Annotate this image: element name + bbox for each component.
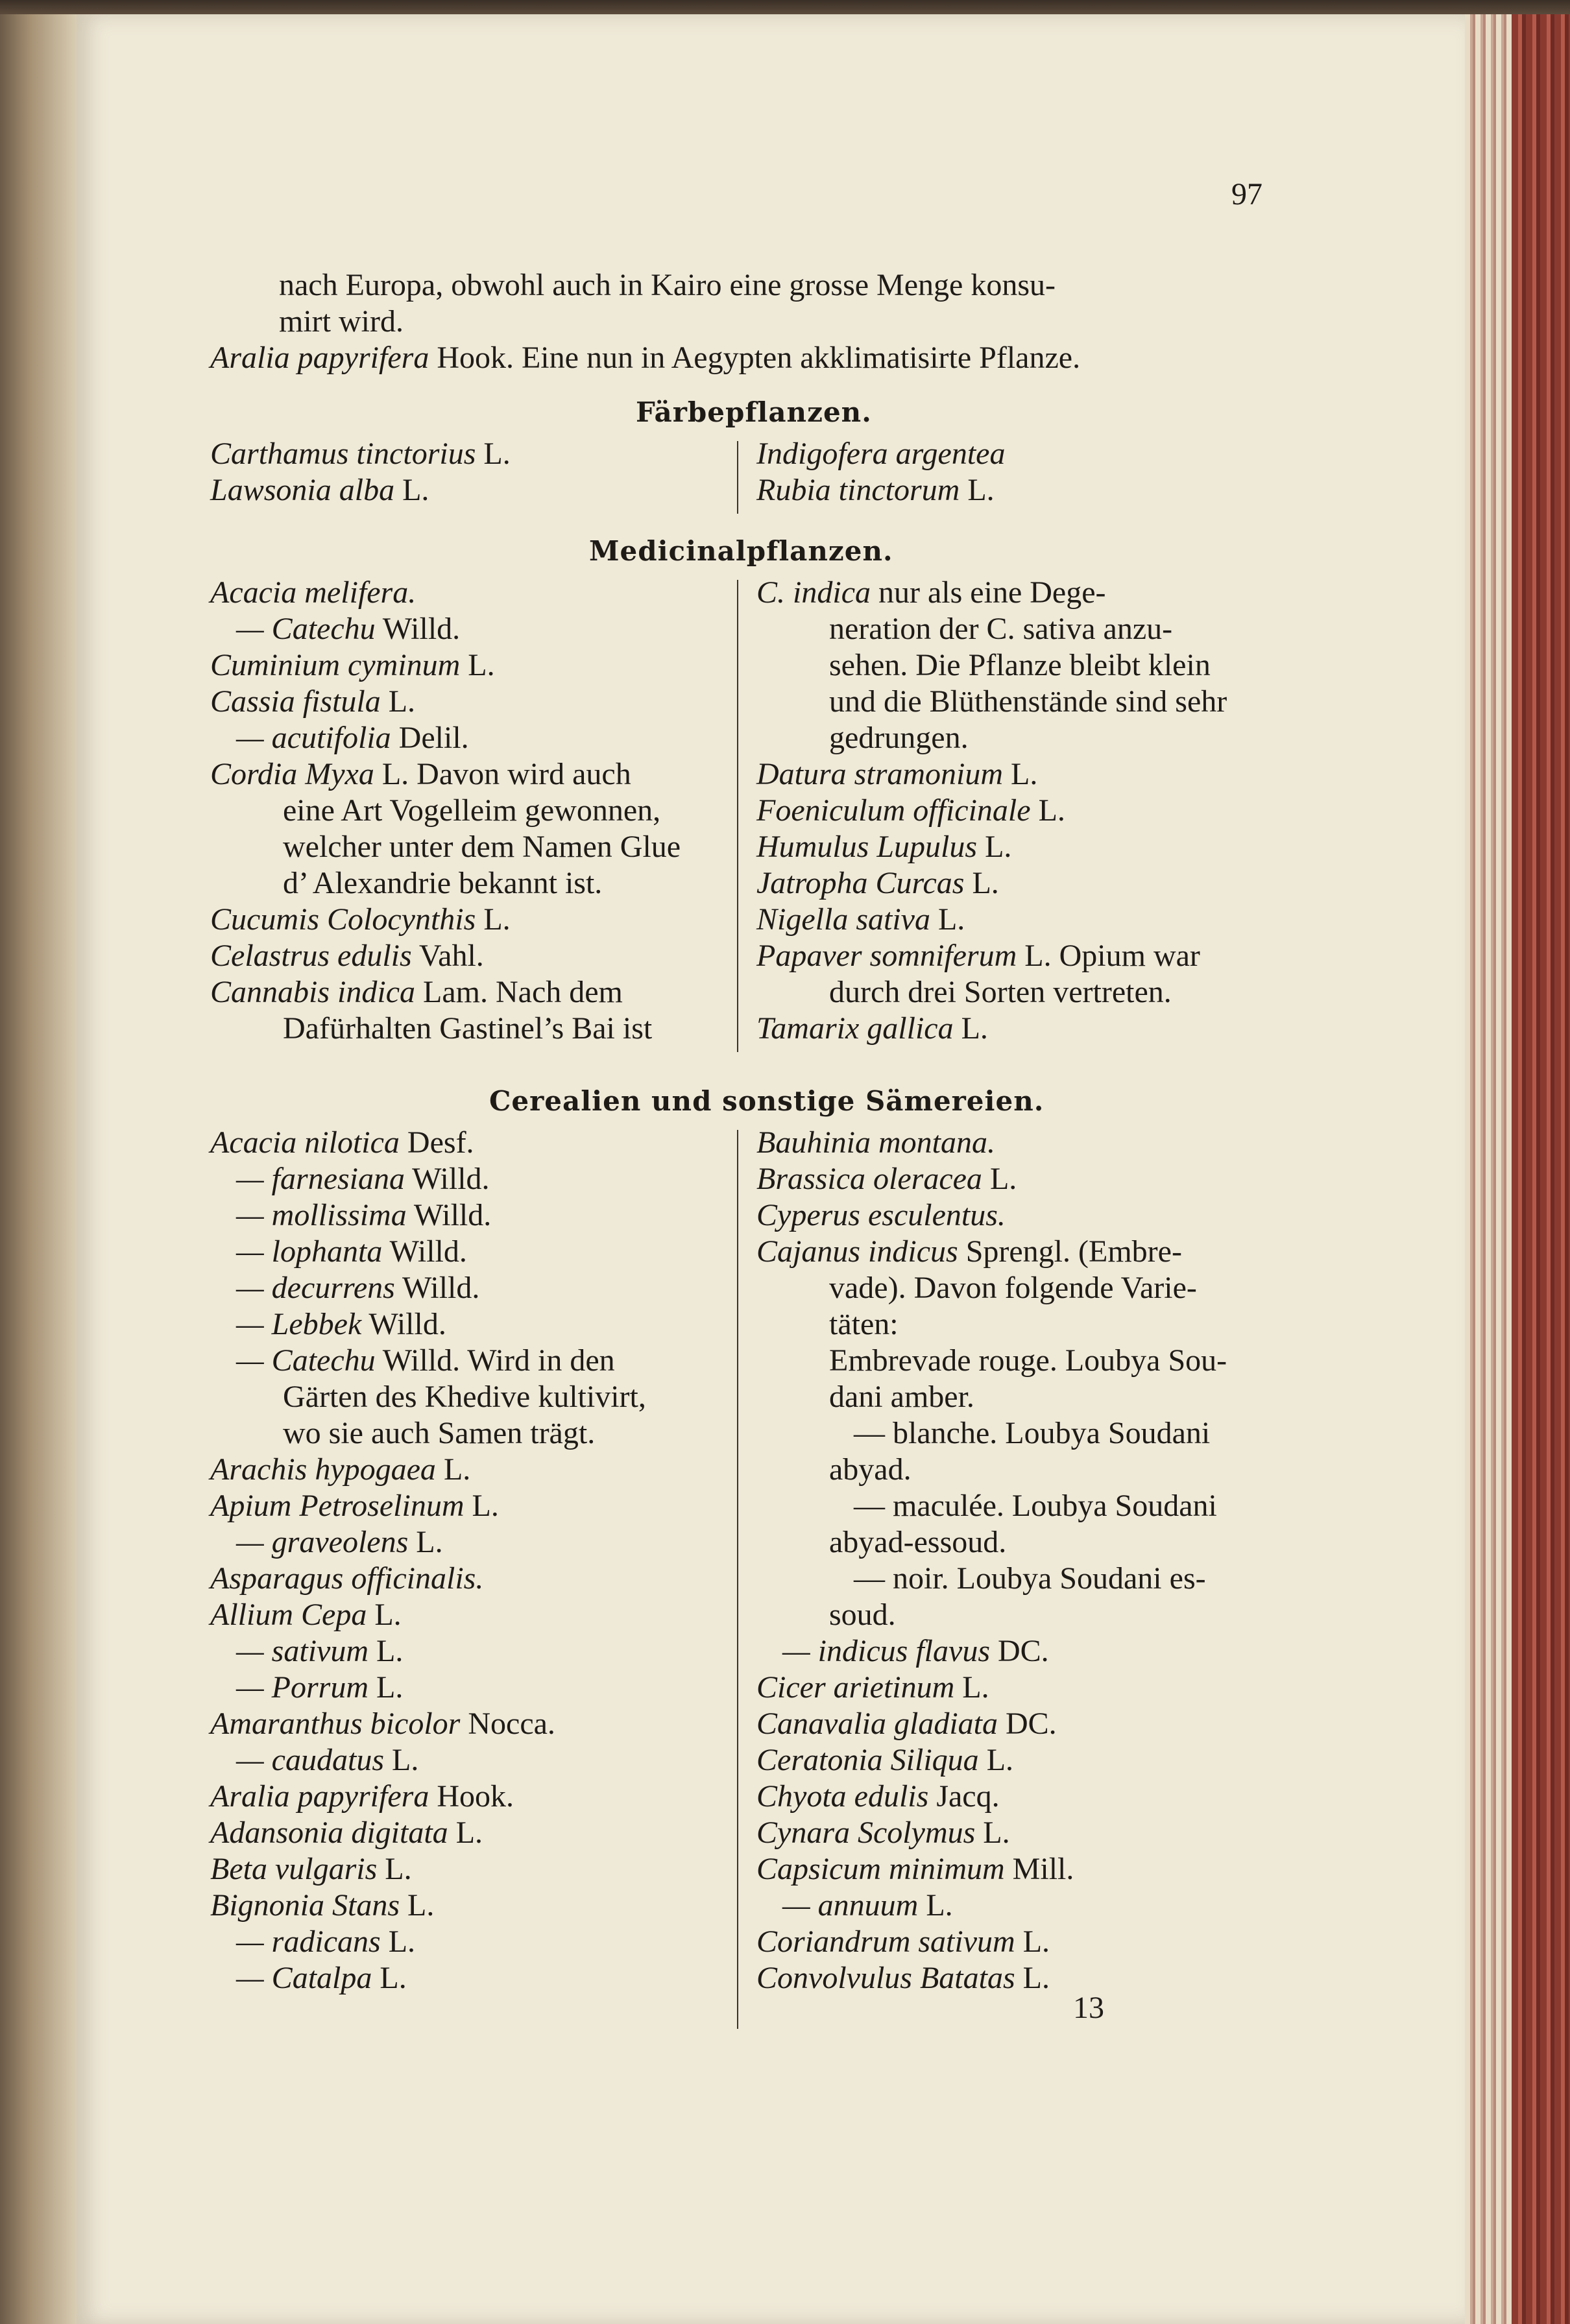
species-rest: d’ Alexandrie bekannt ist.	[283, 866, 603, 900]
column-divider	[737, 580, 738, 1052]
species-rest: L.	[372, 1961, 407, 1995]
list-entry	[756, 1161, 1017, 1197]
species-rest: Jacq.	[928, 1779, 1000, 1814]
list-entry	[854, 1561, 1206, 1597]
species-rest: L.	[476, 437, 511, 471]
species-rest: L.	[460, 648, 495, 682]
list-entry	[210, 436, 511, 472]
list-entry	[756, 938, 1200, 974]
list-entry	[210, 684, 415, 720]
page-number: 97	[1231, 177, 1262, 211]
species-name: Humulus Lupulus	[756, 830, 978, 864]
column-divider	[737, 1130, 738, 2029]
species-rest: Willd.	[394, 1271, 480, 1305]
list-entry	[782, 1633, 1049, 1670]
species-rest: Willd.	[375, 612, 461, 646]
species-name: Rubia tinctorum	[756, 473, 960, 507]
list-entry	[210, 1597, 402, 1633]
species-rest: Willd.	[382, 1234, 467, 1269]
column-divider	[737, 441, 738, 514]
species-name: Cyperus esculentus.	[756, 1198, 1006, 1232]
species-rest: Mill.	[1004, 1852, 1074, 1886]
list-entry	[756, 902, 965, 938]
species-rest: L.	[1015, 1961, 1050, 1995]
species-rest: Willd.	[405, 1162, 490, 1196]
list-entry	[756, 436, 1005, 472]
book-cover-edge	[1512, 14, 1570, 2324]
list-entry	[210, 1815, 483, 1851]
species-rest: Dafürhalten Gastinel’s Bai ist	[283, 1011, 653, 1046]
species-name: — Catechu	[236, 1343, 376, 1378]
species-name: Cucumis Colocynthis	[210, 902, 476, 937]
species-rest: wo sie auch Samen trägt.	[283, 1416, 596, 1450]
list-entry	[829, 611, 1172, 647]
list-entry	[236, 1234, 467, 1270]
list-entry	[236, 1306, 446, 1343]
list-entry	[756, 1670, 989, 1706]
list-entry	[829, 684, 1227, 720]
signature-mark: 13	[1073, 1991, 1104, 2025]
list-entry	[210, 974, 623, 1011]
list-entry	[756, 1742, 1013, 1779]
species-rest: DC.	[990, 1634, 1049, 1668]
species-name: Apium Petroselinum	[210, 1489, 465, 1523]
species-rest: durch drei Sorten vertreten.	[829, 975, 1172, 1009]
list-entry	[210, 1488, 499, 1524]
species-name: — sativum	[236, 1634, 368, 1668]
species-rest: DC.	[998, 1707, 1057, 1741]
list-entry	[210, 1125, 474, 1161]
species-name: — Lebbek	[236, 1307, 362, 1341]
species-rest: welcher unter dem Namen Glue	[283, 830, 681, 864]
species-rest: L. Opium war	[1017, 939, 1200, 973]
species-name: Convolvulus Batatas	[756, 1961, 1015, 1995]
species-name: Papaver somniferum	[756, 939, 1017, 973]
list-entry	[756, 1125, 995, 1161]
species-name: — mollissima	[236, 1198, 407, 1232]
list-entry	[210, 756, 631, 793]
species-rest: L.	[394, 473, 429, 507]
species-rest: L.	[367, 1598, 402, 1632]
list-entry	[210, 902, 511, 938]
species-rest: L.	[377, 1852, 412, 1886]
species-rest: und die Blüthenstände sind sehr	[829, 684, 1227, 719]
species-rest: Willd.	[361, 1307, 446, 1341]
list-entry	[829, 720, 969, 756]
list-entry	[756, 756, 1037, 793]
list-entry	[236, 1633, 403, 1670]
list-entry	[210, 472, 429, 509]
species-name: Cassia fistula	[210, 684, 381, 719]
section-heading-faerbe: Färbepflanzen.	[636, 396, 872, 428]
list-entry	[756, 1234, 1182, 1270]
species-name: — acutifolia	[236, 721, 391, 755]
species-rest: L.	[380, 684, 416, 719]
species-name: Bauhinia montana.	[756, 1125, 995, 1160]
species-name: Bignonia Stans	[210, 1888, 400, 1923]
list-entry	[236, 1742, 418, 1779]
list-entry	[829, 1270, 1197, 1306]
species-name: Capsicum minimum	[756, 1852, 1005, 1886]
section-heading-medicinal: Medicinalpflanzen.	[589, 535, 893, 567]
list-entry	[210, 647, 495, 684]
species-name: — radicans	[236, 1924, 381, 1959]
species-rest: L.	[977, 830, 1012, 864]
list-entry	[236, 1270, 479, 1306]
list-entry	[236, 1161, 490, 1197]
list-entry	[829, 974, 1172, 1011]
species-rest: — noir. Loubya Soudani es-	[854, 1561, 1206, 1596]
list-entry	[756, 1815, 1010, 1851]
species-rest: L.	[1030, 793, 1065, 828]
species-rest: Hook. Eine nun in Aegypten akklimatisirte Pflanze.	[429, 341, 1081, 375]
species-rest: Embrevade rouge. Loubya Sou-	[829, 1343, 1227, 1378]
species-name: Aralia papyrifera	[210, 341, 429, 375]
species-rest: L.	[953, 1011, 988, 1046]
species-rest: L.	[978, 1743, 1014, 1777]
species-rest: L.	[380, 1924, 416, 1959]
species-name: Indigofera argentea	[756, 437, 1006, 471]
species-name: Aralia papyrifera	[210, 1779, 429, 1814]
list-entry	[236, 1343, 615, 1379]
species-rest: Vahl.	[411, 939, 484, 973]
species-rest: Desf.	[399, 1125, 474, 1160]
species-name: Cajanus indicus	[756, 1234, 958, 1269]
species-rest: L.	[982, 1162, 1017, 1196]
list-entry	[210, 575, 416, 611]
list-entry	[283, 1379, 646, 1415]
list-entry	[854, 1415, 1210, 1452]
species-rest: vade). Davon folgende Varie-	[829, 1271, 1197, 1305]
list-entry	[756, 829, 1011, 865]
species-rest: L.	[448, 1815, 483, 1850]
species-rest: Delil.	[391, 721, 469, 755]
list-entry	[782, 1887, 953, 1924]
list-entry	[854, 1488, 1217, 1524]
species-name: Datura stramonium	[756, 757, 1004, 791]
list-entry	[283, 793, 660, 829]
list-entry	[283, 1415, 595, 1452]
species-rest: L.	[960, 473, 995, 507]
species-rest: dani amber.	[829, 1380, 974, 1414]
list-entry	[236, 1670, 403, 1706]
list-entry	[829, 1597, 896, 1633]
species-name: — annuum	[782, 1888, 919, 1923]
species-name: Jatropha Curcas	[756, 866, 965, 900]
species-name: Carthamus tinctorius	[210, 437, 476, 471]
species-rest: L.	[435, 1452, 471, 1487]
species-name: — Catalpa	[236, 1961, 372, 1995]
list-entry	[756, 1851, 1074, 1887]
species-rest: L.	[400, 1888, 435, 1923]
species-name: Brassica oleracea	[756, 1162, 982, 1196]
list-entry	[210, 938, 484, 974]
list-entry	[283, 1011, 652, 1047]
species-rest: L.	[964, 866, 999, 900]
list-entry	[829, 647, 1211, 684]
list-entry	[756, 1924, 1050, 1960]
list-entry	[283, 829, 681, 865]
list-entry	[829, 1343, 1227, 1379]
scan-top-edge	[0, 0, 1570, 14]
list-entry	[756, 575, 1106, 611]
list-entry	[756, 1960, 1050, 1996]
species-name: Canavalia gladiata	[756, 1707, 998, 1741]
species-name: — caudatus	[236, 1743, 384, 1777]
species-name: Arachis hypogaea	[210, 1452, 436, 1487]
species-name: Celastrus edulis	[210, 939, 412, 973]
list-entry	[756, 472, 995, 509]
species-rest: neration der C. sativa anzu-	[829, 612, 1173, 646]
species-rest: L.	[975, 1815, 1010, 1850]
species-name: Cannabis indica	[210, 975, 416, 1009]
list-entry	[210, 1452, 470, 1488]
species-rest: L.	[1003, 757, 1038, 791]
species-rest: eine Art Vogelleim gewonnen,	[283, 793, 661, 828]
list-entry	[829, 1452, 912, 1488]
list-entry	[829, 1306, 899, 1343]
species-name: Beta vulgaris	[210, 1852, 378, 1886]
species-name: Foeniculum officinale	[756, 793, 1031, 828]
species-name: Cordia Myxa	[210, 757, 374, 791]
species-name: Cynara Scolymus	[756, 1815, 976, 1850]
species-name: — farnesiana	[236, 1162, 405, 1196]
species-rest: nur als eine Dege-	[871, 575, 1106, 610]
intro-line-1: nach Europa, obwohl auch in Kairo eine grosse Menge konsu-	[279, 268, 1056, 302]
list-entry	[756, 1779, 1000, 1815]
species-name: — Porrum	[236, 1670, 369, 1705]
species-name: Nigella sativa	[756, 902, 930, 937]
list-entry	[829, 1379, 974, 1415]
list-entry	[236, 1960, 407, 1996]
list-entry	[210, 1851, 412, 1887]
species-rest: abyad.	[829, 1452, 912, 1487]
list-entry	[756, 793, 1065, 829]
species-name: Acacia melifera.	[210, 575, 417, 610]
species-rest: sehen. Die Pflanze bleibt klein	[829, 648, 1211, 682]
list-entry	[283, 865, 602, 902]
list-entry	[210, 1561, 483, 1597]
species-name: Tamarix gallica	[756, 1011, 954, 1046]
species-name: Amaranthus bicolor	[210, 1707, 461, 1741]
species-rest: L.	[930, 902, 965, 937]
species-rest: L.	[408, 1525, 443, 1559]
species-name: — graveolens	[236, 1525, 409, 1559]
list-entry	[236, 1524, 443, 1561]
list-entry	[236, 611, 460, 647]
species-rest: Willd. Wird in den	[375, 1343, 615, 1378]
list-entry	[210, 1706, 555, 1742]
species-rest: L.	[476, 902, 511, 937]
species-rest: L.	[384, 1743, 419, 1777]
species-rest: L.	[368, 1670, 404, 1705]
species-rest: Sprengl. (Embre-	[958, 1234, 1182, 1269]
species-rest: gedrungen.	[829, 721, 969, 755]
species-rest: Gärten des Khedive kultivirt,	[283, 1380, 646, 1414]
intro-line-2: mirt wird.	[279, 304, 404, 339]
list-entry	[756, 865, 999, 902]
species-rest: L.	[464, 1489, 499, 1523]
species-name: — decurrens	[236, 1271, 395, 1305]
species-rest: L.	[918, 1888, 953, 1923]
species-rest: Hook.	[429, 1779, 514, 1814]
section-heading-cerealien: Cerealien und sonstige Sämereien.	[489, 1085, 1045, 1117]
species-rest: L.	[1015, 1924, 1050, 1959]
species-rest: — blanche. Loubya Soudani	[854, 1416, 1211, 1450]
species-rest: Willd.	[406, 1198, 492, 1232]
list-entry	[756, 1197, 1006, 1234]
species-name: C. indica	[756, 575, 871, 610]
species-name: Coriandrum sativum	[756, 1924, 1015, 1959]
species-rest: — maculée. Loubya Soudani	[854, 1489, 1217, 1523]
species-name: — indicus flavus	[782, 1634, 990, 1668]
species-name: Allium Cepa	[210, 1598, 367, 1632]
aralia-line	[210, 340, 1080, 376]
species-rest: L. Davon wird auch	[374, 757, 631, 791]
species-name: Asparagus officinalis.	[210, 1561, 484, 1596]
species-name: — lophanta	[236, 1234, 383, 1269]
species-rest: L.	[954, 1670, 989, 1705]
book-gutter	[0, 14, 77, 2324]
species-rest: L.	[368, 1634, 404, 1668]
species-name: Cicer arietinum	[756, 1670, 955, 1705]
species-name: Acacia nilotica	[210, 1125, 400, 1160]
species-name: Chyota edulis	[756, 1779, 929, 1814]
list-entry	[756, 1706, 1057, 1742]
list-entry	[210, 1887, 434, 1924]
species-rest: Lam. Nach dem	[415, 975, 623, 1009]
list-entry	[210, 1779, 514, 1815]
species-rest: Nocca.	[460, 1707, 555, 1741]
species-rest: täten:	[829, 1307, 899, 1341]
species-name: Lawsonia alba	[210, 473, 395, 507]
list-entry	[236, 1197, 491, 1234]
list-entry	[756, 1011, 988, 1047]
list-entry	[236, 720, 469, 756]
species-name: Ceratonia Siliqua	[756, 1743, 979, 1777]
species-name: Adansonia digitata	[210, 1815, 448, 1850]
species-rest: abyad-essoud.	[829, 1525, 1007, 1559]
list-entry	[829, 1524, 1006, 1561]
species-rest: soud.	[829, 1598, 896, 1632]
list-entry	[236, 1924, 415, 1960]
species-name: — Catechu	[236, 612, 376, 646]
species-name: Cuminium cyminum	[210, 648, 461, 682]
book-page	[77, 14, 1465, 2324]
